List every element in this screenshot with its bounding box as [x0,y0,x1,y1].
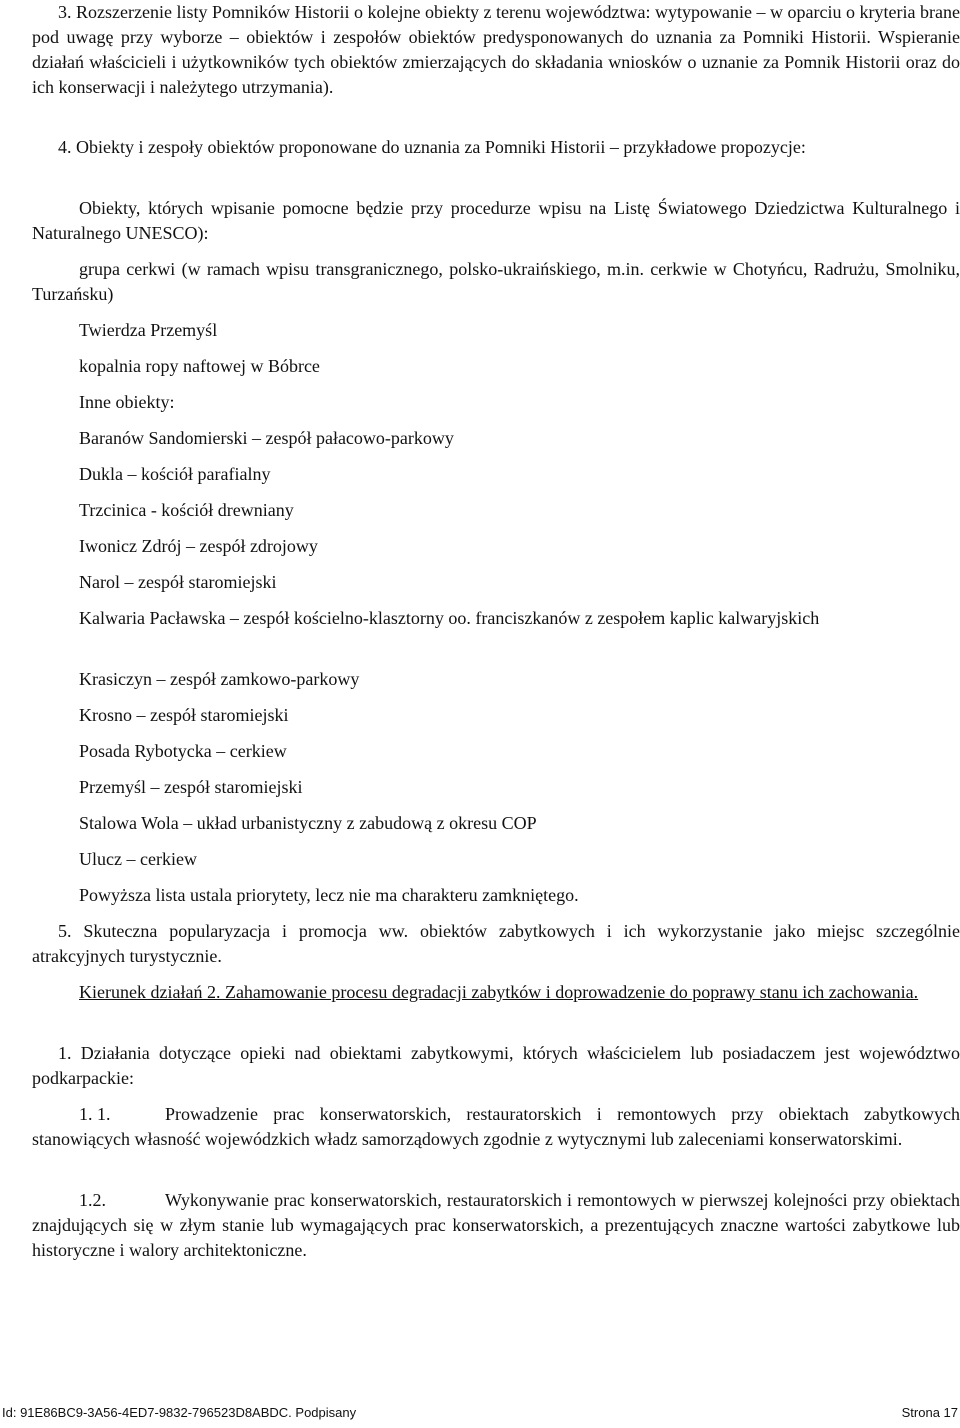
list-item: grupa cerkwi (w ramach wpisu transgranicznego, polsko-ukraińskiego, m.in. cerkwie w Chotyńcu, Radrużu, Smolniku, Turzańsku) [32,259,960,304]
list-item: Posada Rybotycka – cerkiew [79,741,287,761]
paragraph-3: 3. Rozszerzenie listy Pomników Historii o kolejne obiekty z terenu województwa: wytypowanie – w oparciu o kryteria brane pod uwagę przy wyborze – obiektów i zespołów obiektów predysponowanych do uznania za Pomniki Historii. Wspieranie działań właścicieli i użytkowników tych obiektów zmierzających do składania wniosków o uznanie za Pomnik Historii oraz do ich konserwacji i należytego utrzymania). [32,2,960,97]
paragraph-1-2 [32,1188,960,1263]
list-heading: Inne obiekty: [79,392,175,412]
item-text: Wykonywanie prac konserwatorskich, restauratorskich i remontowych w pierwszej kolejności przy obiektach znajdujących się w złym stanie lub wymagających prac konserwatorskich, a prezentujących znaczne wartości zabytkowe lub historyczne i walory architektoniczne. [32,1190,960,1260]
list-item: Stalowa Wola – układ urbanistyczny z zabudową z okresu COP [79,813,537,833]
list-item: kopalnia ropy naftowej w Bóbrce [79,356,320,376]
document-id: Id: 91E86BC9-3A56-4ED7-9832-796523D8ABDC. Podpisany [2,1405,357,1420]
paragraph-5: 5. Skuteczna popularyzacja i promocja ww. obiektów zabytkowych i ich wykorzystanie jako miejsc szczególnie atrakcyjnych turystycznie. [32,921,960,966]
page-number: Strona 17 [901,1405,958,1420]
list-item: Ulucz – cerkiew [79,849,197,869]
list-item: Krosno – zespół staromiejski [79,705,289,725]
section-heading: Kierunek działań 2. Zahamowanie procesu degradacji zabytków i doprowadzenie do poprawy stanu ich zachowania. [79,982,919,1002]
list-item: Trzcinica - kościół drewniany [79,500,294,520]
list-item: Baranów Sandomierski – zespół pałacowo-parkowy [79,428,454,448]
paragraph-1-1 [32,1102,960,1152]
list-item: Iwonicz Zdrój – zespół zdrojowy [79,536,318,556]
page-footer [2,1405,958,1421]
item-number: 1. 1. [79,1104,111,1124]
paragraph-1: 1. Działania dotyczące opieki nad obiektami zabytkowymi, których właścicielem lub posiadaczem jest województwo podkarpackie: [32,1043,960,1088]
unesco-intro: Obiekty, których wpisanie pomocne będzie przy procedurze wpisu na Listę Światowego Dziedzictwa Kulturalnego i Naturalnego UNESCO): [32,198,960,243]
list-item: Narol – zespół staromiejski [79,572,277,592]
list-note: Powyższa lista ustala priorytety, lecz nie ma charakteru zamkniętego. [79,885,579,905]
item-number: 1.2. [79,1190,106,1210]
list-item: Kalwaria Pacławska – zespół kościelno-klasztorny oo. franciszkanów z zespołem kaplic kalwaryjskich [79,608,820,628]
item-text: Prowadzenie prac konserwatorskich, restauratorskich i remontowych przy obiektach zabytkowych stanowiących własność wojewódzkich władz samorządowych zgodnie z wytycznymi lub zaleceniami konserwatorskimi. [32,1104,960,1149]
list-item: Krasiczyn – zespół zamkowo-parkowy [79,669,360,689]
paragraph-4: 4. Obiekty i zespoły obiektów proponowane do uznania za Pomniki Historii – przykładowe propozycje: [58,137,806,157]
list-item: Dukla – kościół parafialny [79,464,271,484]
list-item: Przemyśl – zespół staromiejski [79,777,303,797]
list-item: Twierdza Przemyśl [79,320,218,340]
